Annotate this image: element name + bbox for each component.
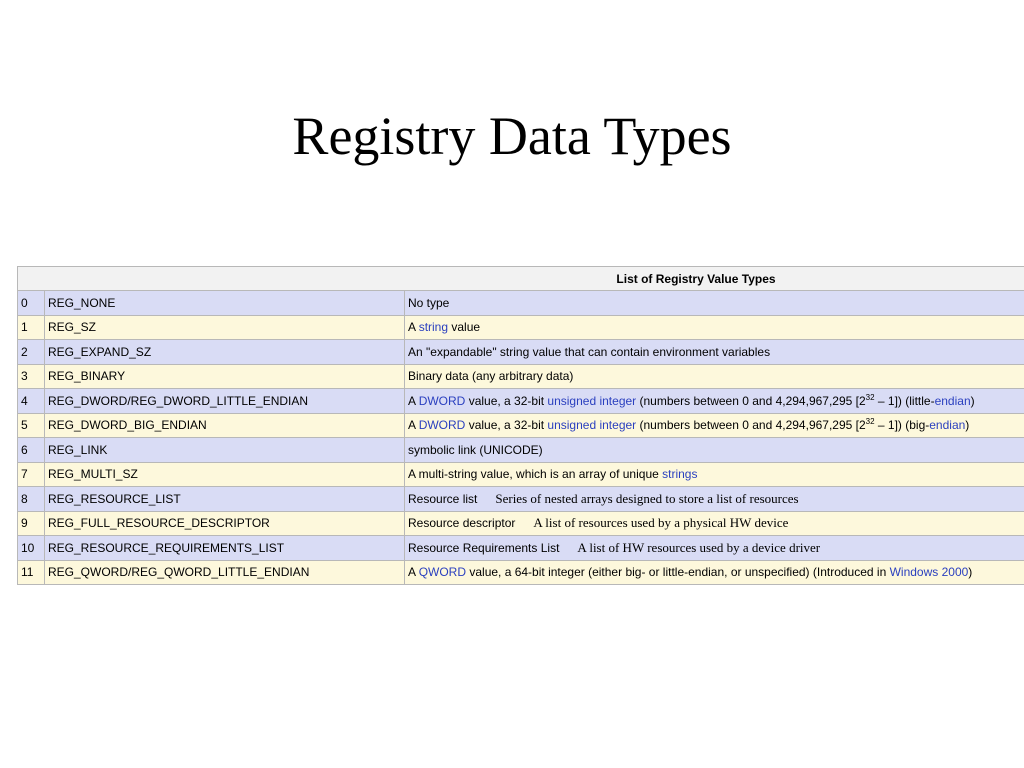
- value-type-description: An "expandable" string value that can contain environment variables: [405, 340, 1024, 365]
- table-row: [18, 438, 1024, 463]
- value-type-description: A DWORD value, a 32-bit unsigned integer (numbers between 0 and 4,294,967,295 $[2^{32} - 1]$) (little-endian): [405, 389, 1024, 414]
- table-row: [18, 487, 1024, 512]
- value-type-description: A multi-string value, which is an array of unique strings: [405, 462, 1024, 487]
- link-unsigned-integer[interactable]: unsigned integer: [547, 418, 637, 433]
- value-type-name: REG_MULTI_SZ: [45, 462, 405, 487]
- table-row: [18, 389, 1024, 414]
- value-type-name: REG_SZ: [45, 315, 405, 340]
- slide-title: Registry Data Types: [292, 106, 732, 166]
- value-type-name: REG_DWORD_BIG_ENDIAN: [45, 413, 405, 438]
- row-number: 11: [18, 560, 45, 585]
- table-row: [18, 340, 1024, 365]
- link-endian[interactable]: endian: [934, 393, 971, 408]
- row-number: 6: [18, 438, 45, 463]
- link-dword[interactable]: DWORD: [418, 418, 466, 433]
- value-type-description: No type: [405, 291, 1024, 316]
- value-type-name: REG_EXPAND_SZ: [45, 340, 405, 365]
- row-number: 3: [18, 364, 45, 389]
- row-number: 10: [18, 536, 45, 561]
- value-type-name: REG_BINARY: [45, 364, 405, 389]
- value-type-description: A DWORD value, a 32-bit unsigned integer (numbers between 0 and 4,294,967,295 $[2^{32} - 1]$) (big-endian): [405, 413, 1024, 438]
- link-unsigned-integer[interactable]: unsigned integer: [547, 393, 637, 408]
- row-number: 1: [18, 315, 45, 340]
- registry-table-container: [17, 266, 1024, 585]
- table-row: [18, 511, 1024, 536]
- link-dword[interactable]: DWORD: [418, 393, 466, 408]
- row-number: 2: [18, 340, 45, 365]
- link-string[interactable]: string: [418, 320, 449, 335]
- table-row: [18, 560, 1024, 585]
- table-row: [18, 315, 1024, 340]
- row-number: 0: [18, 291, 45, 316]
- value-type-name: REG_FULL_RESOURCE_DESCRIPTOR: [45, 511, 405, 536]
- table-caption: List of Registry Value Types: [18, 267, 1024, 291]
- row-number: 7: [18, 462, 45, 487]
- annotation-note: A list of resources used by a physical HW device: [533, 515, 789, 531]
- row-number: 4: [18, 389, 45, 414]
- table-row: [18, 536, 1024, 561]
- row-number: 8: [18, 487, 45, 512]
- value-type-description: Resource list Series of nested arrays designed to store a list of resources: [405, 487, 1024, 512]
- value-type-description: Resource Requirements List A list of HW resources used by a device driver: [405, 536, 1024, 561]
- table-row: [18, 364, 1024, 389]
- link-windows-2000[interactable]: Windows 2000: [889, 565, 969, 580]
- exponent: 32: [865, 392, 875, 402]
- value-type-description: A string value: [405, 315, 1024, 340]
- registry-value-types-table: [17, 266, 1024, 585]
- value-type-name: REG_RESOURCE_REQUIREMENTS_LIST: [45, 536, 405, 561]
- table-header-row: [18, 267, 1024, 291]
- value-type-name: REG_QWORD/REG_QWORD_LITTLE_ENDIAN: [45, 560, 405, 585]
- table-row: [18, 462, 1024, 487]
- value-type-name: REG_RESOURCE_LIST: [45, 487, 405, 512]
- value-type-description: symbolic link (UNICODE): [405, 438, 1024, 463]
- value-type-description: Resource descriptor A list of resources used by a physical HW device: [405, 511, 1024, 536]
- value-type-description: A QWORD value, a 64-bit integer (either big- or little-endian, or unspecified) (Introduced in Windows 2000): [405, 560, 1024, 585]
- row-number: 9: [18, 511, 45, 536]
- table-row: [18, 413, 1024, 438]
- link-strings[interactable]: strings: [662, 467, 698, 482]
- exponent: 32: [865, 417, 875, 427]
- value-type-name: REG_DWORD/REG_DWORD_LITTLE_ENDIAN: [45, 389, 405, 414]
- link-endian[interactable]: endian: [929, 418, 966, 433]
- value-type-description: Binary data (any arbitrary data): [405, 364, 1024, 389]
- annotation-note: Series of nested arrays designed to store a list of resources: [495, 490, 799, 506]
- table-row: [18, 291, 1024, 316]
- value-type-name: REG_LINK: [45, 438, 405, 463]
- value-type-name: REG_NONE: [45, 291, 405, 316]
- annotation-note: A list of HW resources used by a device driver: [577, 539, 821, 555]
- row-number: 5: [18, 413, 45, 438]
- link-qword[interactable]: QWORD: [418, 565, 467, 580]
